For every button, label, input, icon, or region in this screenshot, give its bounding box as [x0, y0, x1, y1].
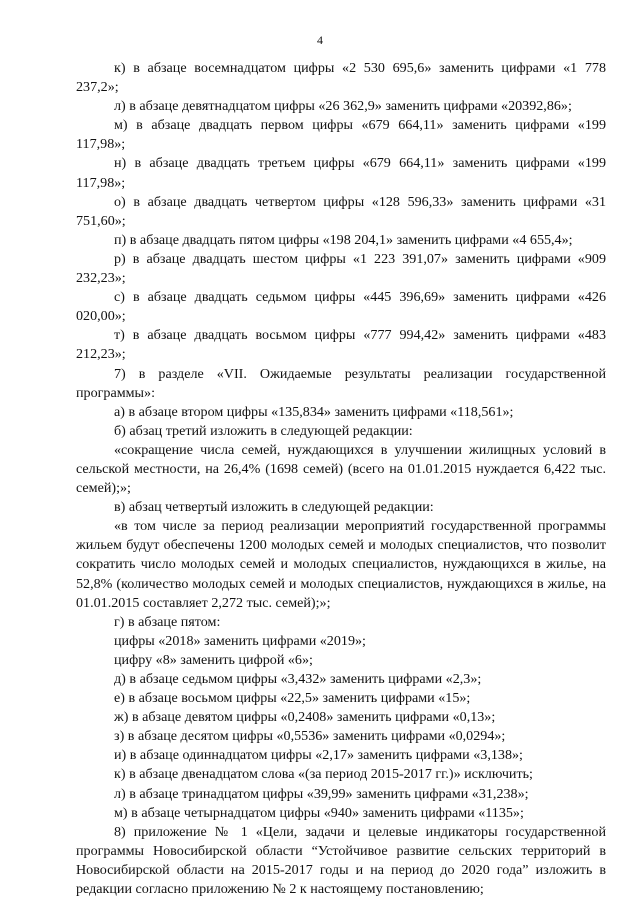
page-number: 4: [317, 33, 323, 47]
paragraph: н) в абзаце двадцать третьем цифры «679 664,11» заменить цифрами «199 117,98»;: [76, 155, 606, 191]
paragraph: л) в абзаце девятнадцатом цифры «26 362,9» заменить цифрами «20392,86»;: [114, 98, 572, 115]
paragraph: к) в абзаце восемнадцатом цифры «2 530 695,6» заменить цифрами «1 778 237,2»;: [76, 60, 606, 96]
paragraph: л) в абзаце тринадцатом цифры «39,99» заменить цифрами «31,238»;: [114, 785, 529, 802]
paragraph: ж) в абзаце девятом цифры «0,2408» заменить цифрами «0,13»;: [114, 709, 496, 726]
paragraph: с) в абзаце двадцать седьмом цифры «445 396,69» заменить цифрами «426 020,00»;: [76, 289, 606, 325]
paragraph: «в том числе за период реализации мероприятий государственной программы жильем будут обеспечены 1200 молодых семей и молодых специалистов, что позволит сократить число молодых семей и молодых специалистов, нуждающихся в жилье, на 52,8% (количество молодых семей и молодых специалистов, нуждающихся в жилье, на 01.01.2015 составляет 2,272 тыс. семей);»;: [76, 518, 606, 611]
paragraph: з) в абзаце десятом цифры «0,5536» заменить цифрами «0,0294»;: [114, 728, 506, 745]
paragraph: р) в абзаце двадцать шестом цифры «1 223 391,07» заменить цифрами «909 232,23»;: [76, 250, 606, 287]
paragraph: а) в абзаце втором цифры «135,834» заменить цифрами «118,561»;: [114, 403, 514, 420]
paragraph: цифры «2018» заменить цифрами «2019»;: [114, 632, 366, 649]
paragraph: о) в абзаце двадцать четвертом цифры «128 596,33» заменить цифрами «31 751,60»;: [76, 193, 606, 229]
paragraph: цифру «8» заменить цифрой «6»;: [114, 651, 313, 668]
paragraph: 7) в разделе «VII. Ожидаемые результаты реализации государственной программы»:: [76, 365, 606, 401]
paragraph: е) в абзаце восьмом цифры «22,5» заменить цифрами «15»;: [114, 690, 471, 707]
paragraph: д) в абзаце седьмом цифры «3,432» заменить цифрами «2,3»;: [114, 671, 482, 687]
paragraph: «сокращение числа семей, нуждающихся в улучшении жилищных условий в сельской местности, на 26,4% (1698 семей) (всего на 01.01.2015 нуждается 6,422 тыс. семей);»;: [76, 441, 606, 497]
paragraph: в) абзац четвертый изложить в следующей редакции:: [114, 499, 434, 516]
paragraph: т) в абзаце двадцать восьмом цифры «777 994,42» заменить цифрами «483 212,23»;: [76, 327, 606, 363]
document-body: [76, 59, 606, 899]
paragraph: б) абзац третий изложить в следующей редакции:: [114, 422, 413, 439]
paragraph: м) в абзаце двадцать первом цифры «679 664,11» заменить цифрами «199 117,98»;: [76, 117, 606, 153]
paragraph: г) в абзаце пятом:: [114, 613, 221, 630]
paragraph: к) в абзаце двенадцатом слова «(за период 2015-2017 гг.)» исключить;: [114, 766, 533, 783]
paragraph: 8) приложение № 1 «Цели, задачи и целевые индикаторы государственной программы Новосибирской области “Устойчивое развитие сельских территорий в Новосибирской области на 2015-2017 годы и на период до 2020 года” изложить в редакции согласно приложению № 2 к настоящему постановлению;: [76, 823, 606, 898]
paragraph: п) в абзаце двадцать пятом цифры «198 204,1» заменить цифрами «4 655,4»;: [114, 231, 573, 248]
paragraph: и) в абзаце одиннадцатом цифры «2,17» заменить цифрами «3,138»;: [114, 747, 523, 764]
paragraph: м) в абзаце четырнадцатом цифры «940» заменить цифрами «1135»;: [114, 804, 524, 821]
